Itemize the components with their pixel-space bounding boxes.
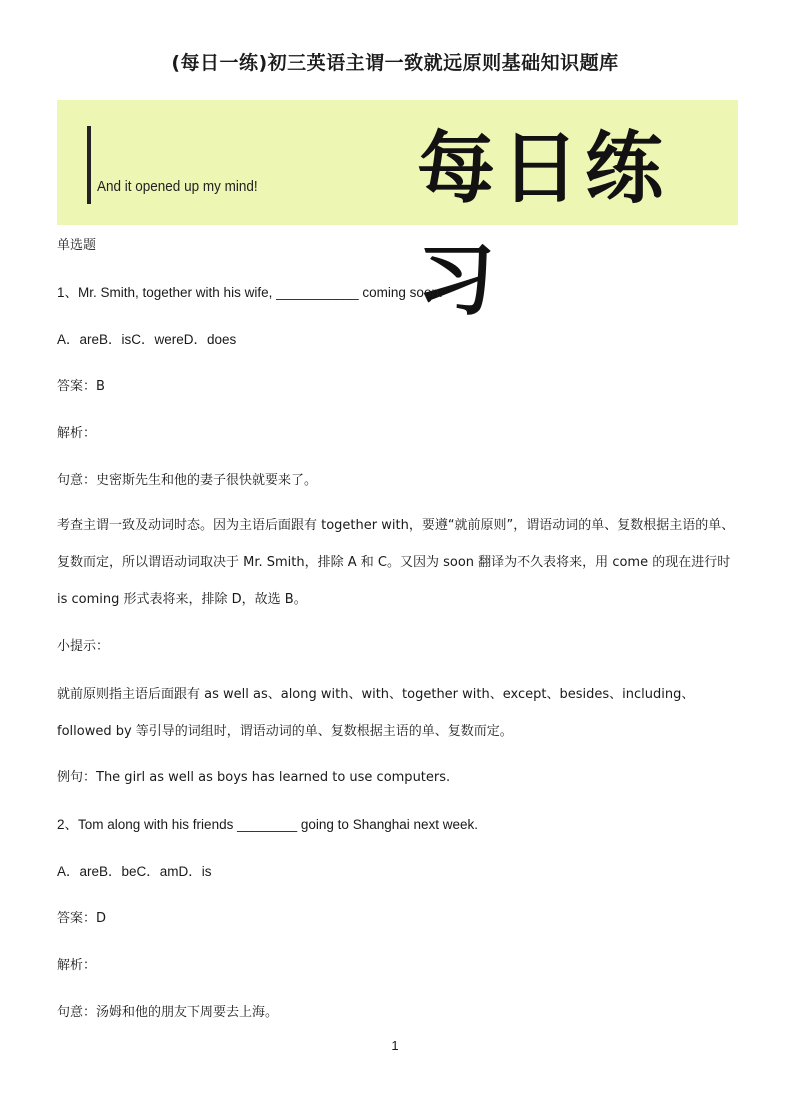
section-heading: 单选题 — [57, 238, 97, 253]
question-1-analysis-label: 解析： — [57, 426, 97, 441]
question-2-stem: 2、Tom along with his friends ________ going to Shanghai next week. — [57, 817, 479, 832]
question-1-explanation: 考查主谓一致及动词时态。因为主语后面跟有 together with，要遵“就前原则”，谓语动词的单、复数根据主语的单、复数而定，所以谓语动词取决于 Mr. Smith，排除 A 和 C。又因为 soon 翻译为不久表将来，用 come 的现在进行时 is coming 形式表将来，排除 D，故选 B。 — [57, 518, 735, 607]
question-2-analysis-label: 解析： — [57, 958, 97, 973]
question-1-options: A．areB．isC．wereD．does — [57, 332, 237, 347]
banner-divider — [87, 126, 91, 204]
question-1-meaning: 句意：史密斯先生和他的妻子很快就要来了。 — [57, 473, 318, 488]
question-1-answer: 答案：B — [57, 379, 105, 394]
banner-heading: 每日练习 — [417, 124, 670, 326]
question-1-stem: 1、Mr. Smith, together with his wife, ___________ coming soon. — [57, 285, 443, 300]
banner-tagline: And it opened up my mind! — [97, 178, 258, 195]
question-1-tip: 就前原则指主语后面跟有 as well as、along with、with、together with、except、besides、including、followed by 等引导的词组时，谓语动词的单、复数根据主语的单、复数而定。 — [57, 687, 695, 739]
question-1-example: 例句：The girl as well as boys has learned to use computers. — [57, 770, 451, 785]
question-2-options: A．areB．beC．amD．is — [57, 864, 212, 879]
page-number: 1 — [391, 1038, 399, 1053]
question-1-tip-label: 小提示： — [57, 639, 110, 654]
page-title: (每日一练)初三英语主谓一致就远原则基础知识题库 — [171, 52, 619, 74]
question-2-answer: 答案：D — [57, 911, 107, 926]
question-2-meaning: 句意：汤姆和他的朋友下周要去上海。 — [57, 1005, 279, 1020]
